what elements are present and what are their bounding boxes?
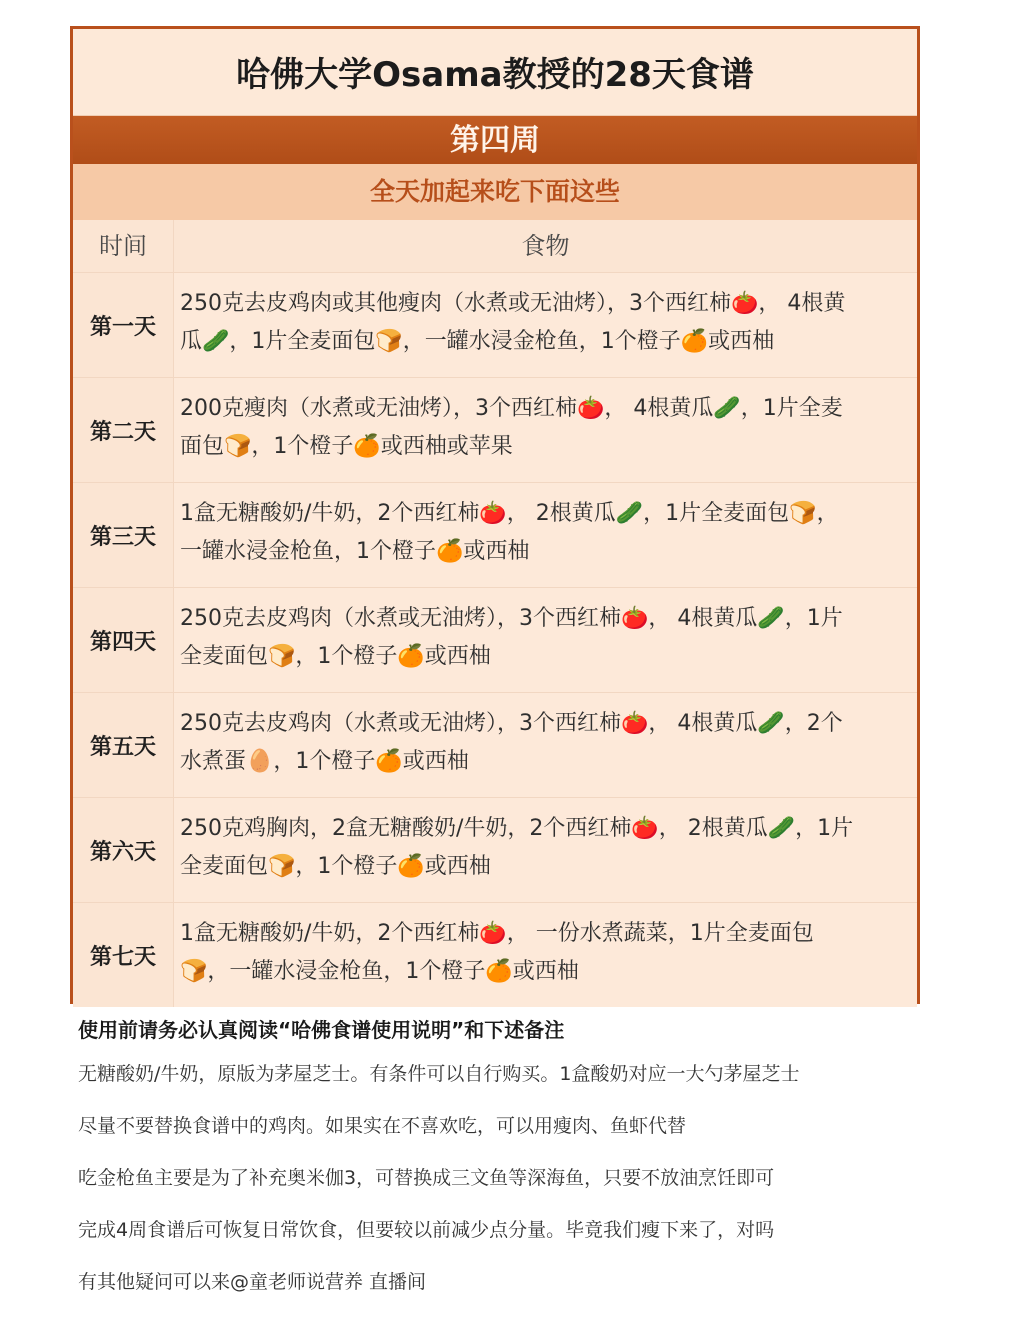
food-line: 250克鸡胸肉，2盒无糖酸奶/牛奶，2个西红柿🍅， 2根黄瓜🥒，1片 xyxy=(180,816,854,841)
food-line: 全麦面包🍞，1个橙子🍊或西柚 xyxy=(180,644,491,669)
food-line: 面包🍞，1个橙子🍊或西柚或苹果 xyxy=(180,434,513,459)
table-row xyxy=(73,797,917,902)
food-line: 200克瘦肉（水煮或无油烤），3个西红柿🍅， 4根黄瓜🥒，1片全麦 xyxy=(180,396,843,421)
notes-section xyxy=(78,1012,938,1308)
note-item: 有其他疑问可以来@童老师说营养 直播间 xyxy=(78,1271,427,1293)
note-item: 完成4周食谱后可恢复日常饮食，但要较以前减少点分量。毕竟我们瘦下来了，对吗 xyxy=(78,1219,775,1241)
day-label: 第六天 xyxy=(73,798,174,902)
food-line: 全麦面包🍞，1个橙子🍊或西柚 xyxy=(180,854,491,879)
food-cell xyxy=(174,798,917,902)
day-label: 第一天 xyxy=(73,273,174,377)
food-cell xyxy=(174,483,917,587)
day-label: 第五天 xyxy=(73,693,174,797)
week-banner: 第四周 xyxy=(73,116,917,164)
food-cell xyxy=(174,903,917,1007)
table-header xyxy=(73,220,917,272)
table-row xyxy=(73,902,917,1007)
food-line: 250克去皮鸡肉（水煮或无油烤），3个西红柿🍅， 4根黄瓜🥒，1片 xyxy=(180,606,843,631)
page-title: 哈佛大学Osama教授的28天食谱 xyxy=(73,29,917,116)
food-line: 1盒无糖酸奶/牛奶，2个西红柿🍅， 一份水煮蔬菜，1片全麦面包 xyxy=(180,921,814,946)
food-cell xyxy=(174,273,917,377)
note-item: 吃金枪鱼主要是为了补充奥米伽3，可替换成三文鱼等深海鱼，只要不放油烹饪即可 xyxy=(78,1167,775,1189)
food-line: 1盒无糖酸奶/牛奶，2个西红柿🍅， 2根黄瓜🥒，1片全麦面包🍞， xyxy=(180,501,839,526)
food-line: 一罐水浸金枪鱼，1个橙子🍊或西柚 xyxy=(180,539,530,564)
subtitle-banner: 全天加起来吃下面这些 xyxy=(73,164,917,220)
day-label: 第二天 xyxy=(73,378,174,482)
food-line: 250克去皮鸡肉或其他瘦肉（水煮或无油烤），3个西红柿🍅， 4根黄 xyxy=(180,291,846,316)
food-line: 水煮蛋🥚，1个橙子🍊或西柚 xyxy=(180,749,469,774)
food-line: 🍞，一罐水浸金枪鱼，1个橙子🍊或西柚 xyxy=(180,959,579,984)
note-item: 无糖酸奶/牛奶，原版为茅屋芝士。有条件可以自行购买。1盒酸奶对应一大勺茅屋芝士 xyxy=(78,1063,800,1085)
day-label: 第七天 xyxy=(73,903,174,1007)
table-row xyxy=(73,377,917,482)
table-row xyxy=(73,272,917,377)
notes-title: 使用前请务必认真阅读“哈佛食谱使用说明”和下述备注 xyxy=(78,1018,565,1042)
food-cell xyxy=(174,693,917,797)
table-row xyxy=(73,482,917,587)
food-cell xyxy=(174,378,917,482)
note-item: 尽量不要替换食谱中的鸡肉。如果实在不喜欢吃，可以用瘦肉、鱼虾代替 xyxy=(78,1115,687,1137)
table-row xyxy=(73,692,917,797)
day-label: 第四天 xyxy=(73,588,174,692)
header-time: 时间 xyxy=(73,220,174,272)
food-cell xyxy=(174,588,917,692)
meal-plan-card xyxy=(70,26,920,1004)
food-line: 瓜🥒，1片全麦面包🍞，一罐水浸金枪鱼，1个橙子🍊或西柚 xyxy=(180,329,775,354)
day-label: 第三天 xyxy=(73,483,174,587)
table-row xyxy=(73,587,917,692)
food-line: 250克去皮鸡肉（水煮或无油烤），3个西红柿🍅， 4根黄瓜🥒，2个 xyxy=(180,711,843,736)
header-food: 食物 xyxy=(521,232,570,260)
